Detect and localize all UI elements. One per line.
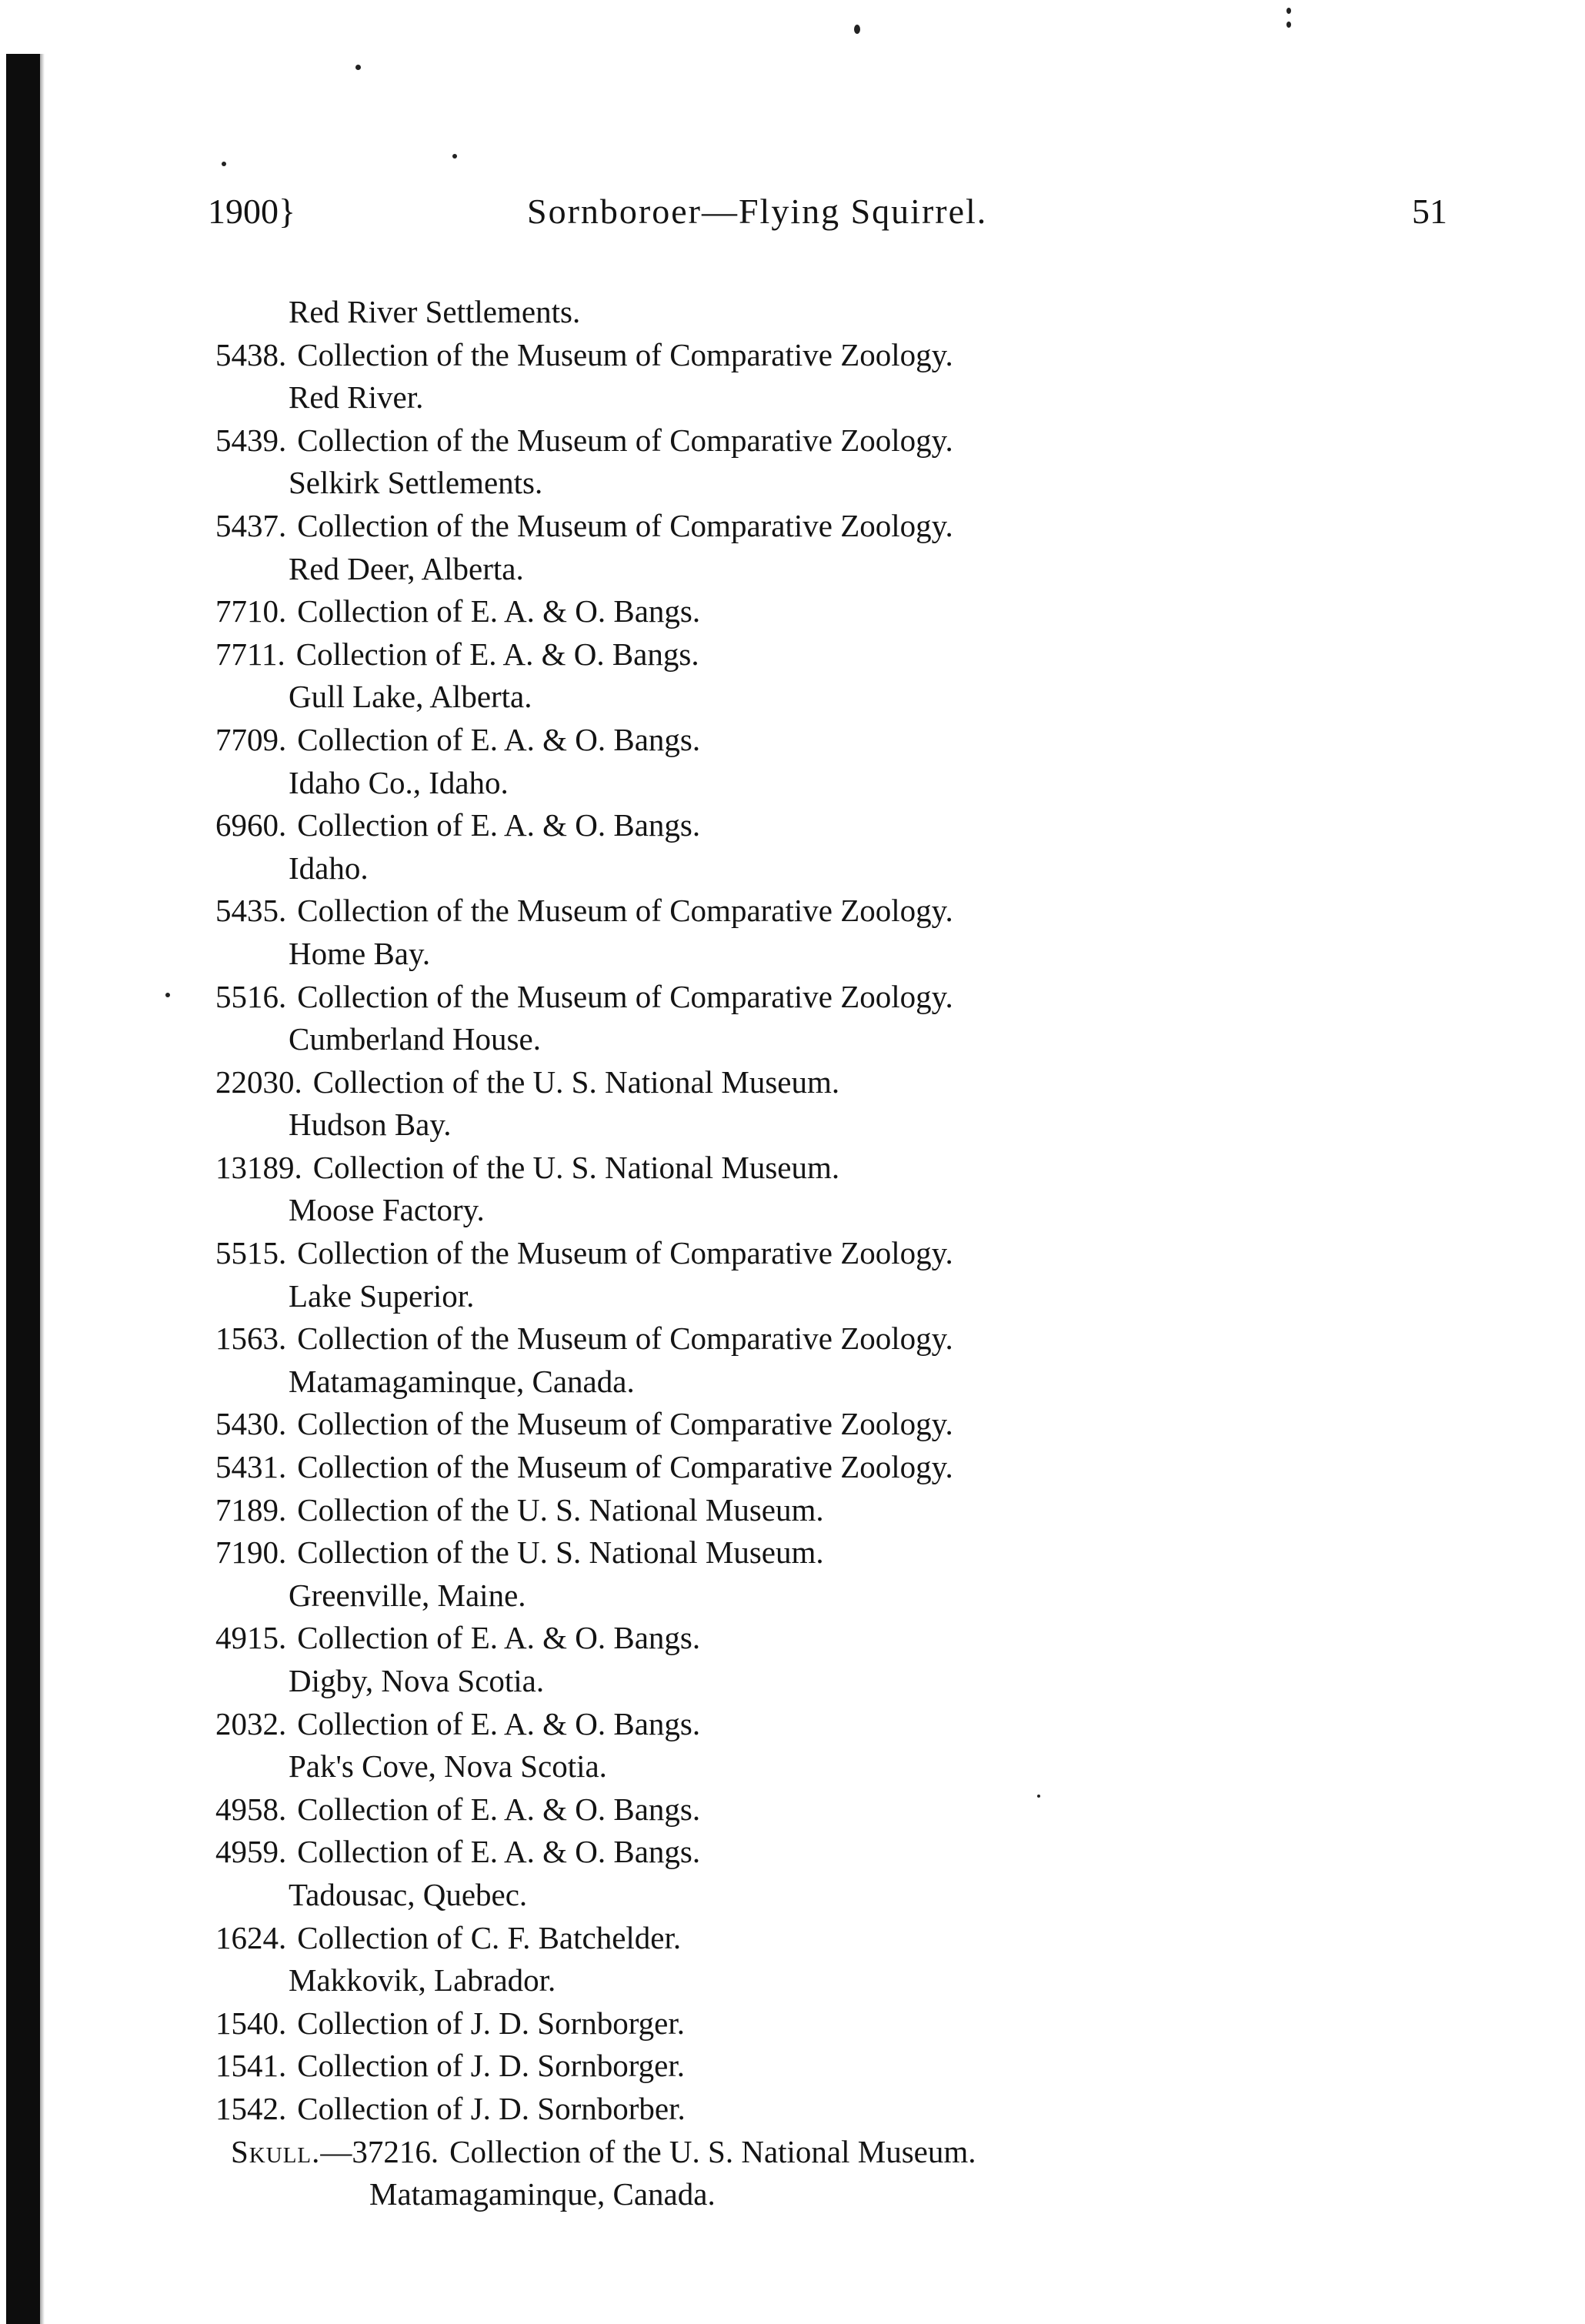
collection-name: Collection of the Museum of Comparative Zoology. xyxy=(297,1406,953,1442)
collection-name: Collection of J. D. Sornborger. xyxy=(297,2048,685,2084)
locality-heading: Idaho. xyxy=(289,850,369,886)
locality-heading: Idaho Co., Idaho. xyxy=(289,764,509,800)
scan-speck xyxy=(1286,22,1291,28)
catalog-number: 4958. xyxy=(215,1791,287,1827)
collection-name: Collection of E. A. & O. Bangs. xyxy=(297,721,701,757)
locality-heading: Tadousac, Quebec. xyxy=(289,1876,528,1912)
catalog-number: 4915. xyxy=(215,1620,287,1656)
specimen-entry xyxy=(215,1232,1477,1275)
locality-heading: Red River Settlements. xyxy=(289,294,581,329)
specimen-entry xyxy=(215,1061,1477,1104)
catalog-number: 4959. xyxy=(215,1834,287,1870)
catalog-number: 1563. xyxy=(215,1321,287,1357)
locality-heading: Digby, Nova Scotia. xyxy=(289,1663,545,1698)
scan-speck xyxy=(1286,8,1291,14)
catalog-number: 22030. xyxy=(215,1063,302,1100)
locality-heading: Makkovik, Labrador. xyxy=(289,1962,556,1998)
catalog-number: 7711. xyxy=(215,636,285,672)
catalog-number: 7710. xyxy=(215,593,287,629)
collection-name: Collection of C. F. Batchelder. xyxy=(297,1919,682,1955)
catalog-number: 1541. xyxy=(215,2048,287,2084)
catalog-number: 7709. xyxy=(215,721,287,757)
collection-name: Collection of the Museum of Comparative Zoology. xyxy=(297,336,953,372)
catalog-number: 5430. xyxy=(215,1406,287,1442)
scan-speck xyxy=(222,162,226,166)
skull-label: Skull. xyxy=(231,2133,321,2169)
locality-heading: Red Deer, Alberta. xyxy=(289,550,524,586)
collection-name: Collection of E. A. & O. Bangs. xyxy=(297,1834,701,1870)
specimen-entry xyxy=(215,2131,1477,2174)
specimen-entry xyxy=(215,2002,1477,2045)
locality-heading: Selkirk Settlements. xyxy=(289,465,543,501)
specimen-entry xyxy=(215,2045,1477,2088)
scan-speck xyxy=(165,993,170,997)
specimen-list xyxy=(215,291,1477,2216)
specimen-entry xyxy=(215,976,1477,1019)
specimen-entry xyxy=(215,2088,1477,2131)
scan-speck xyxy=(854,25,860,34)
collection-name: Collection of the U. S. National Museum. xyxy=(297,1534,824,1571)
specimen-entry xyxy=(215,419,1477,462)
catalog-number: 6960. xyxy=(215,807,287,843)
collection-name: Collection of E. A. & O. Bangs. xyxy=(297,1705,701,1741)
specimen-entry xyxy=(215,1831,1477,1874)
locality-heading: Lake Superior. xyxy=(289,1277,475,1314)
collection-name: Collection of J. D. Sornborger. xyxy=(297,2005,685,2041)
catalog-number: 1624. xyxy=(215,1919,287,1955)
specimen-entry xyxy=(215,1147,1477,1190)
specimen-entry xyxy=(215,590,1477,633)
locality-heading: Home Bay. xyxy=(289,935,431,971)
header-year: 1900} xyxy=(208,192,296,231)
locality-heading: Pak's Cove, Nova Scotia. xyxy=(289,1748,607,1785)
locality-heading: Red River. xyxy=(289,379,424,416)
locality-heading: Moose Factory. xyxy=(289,1192,485,1228)
collection-name: Collection of the Museum of Comparative Zoology. xyxy=(297,1321,953,1357)
collection-name: Collection of the Museum of Comparative Zoology. xyxy=(297,893,953,929)
catalog-number: 5431. xyxy=(215,1449,287,1485)
catalog-number: 7189. xyxy=(215,1491,287,1528)
specimen-entry xyxy=(215,1446,1477,1489)
collection-name: Collection of the U. S. National Museum. xyxy=(312,1149,840,1185)
catalog-number: 5435. xyxy=(215,893,287,929)
specimen-entry xyxy=(215,1703,1477,1746)
specimen-entry xyxy=(215,1531,1477,1574)
specimen-entry xyxy=(215,633,1477,676)
catalog-number: 5438. xyxy=(215,336,287,372)
scan-speck xyxy=(452,154,457,159)
specimen-entry xyxy=(215,1317,1477,1361)
catalog-number: 5439. xyxy=(215,422,287,458)
scan-speck xyxy=(355,65,361,70)
locality-heading: Gull Lake, Alberta. xyxy=(289,679,532,715)
collection-name: Collection of the Museum of Comparative Zoology. xyxy=(297,978,953,1014)
specimen-entry xyxy=(215,804,1477,847)
locality-heading: Matamagaminque, Canada. xyxy=(289,1363,635,1399)
locality-heading: Greenville, Maine. xyxy=(289,1577,526,1613)
locality-heading: Hudson Bay. xyxy=(289,1107,452,1143)
specimen-entry xyxy=(215,719,1477,762)
catalog-number: 5437. xyxy=(215,507,287,543)
specimen-entry xyxy=(215,1917,1477,1960)
catalog-number: 1542. xyxy=(215,2090,287,2126)
running-header xyxy=(208,191,1470,252)
catalog-number: 5516. xyxy=(215,978,287,1014)
collection-name: Collection of the Museum of Comparative Zoology. xyxy=(297,1449,953,1485)
catalog-number: 1540. xyxy=(215,2005,287,2041)
specimen-entry xyxy=(215,1788,1477,1831)
page-number: 51 xyxy=(1412,192,1447,231)
specimen-entry xyxy=(215,1617,1477,1660)
collection-name: Collection of E. A. & O. Bangs. xyxy=(297,807,701,843)
collection-name: Collection of the Museum of Comparative Zoology. xyxy=(297,507,953,543)
catalog-number: 7190. xyxy=(215,1534,287,1571)
specimen-entry xyxy=(215,334,1477,377)
specimen-entry xyxy=(215,890,1477,933)
collection-name: Collection of J. D. Sornborber. xyxy=(297,2090,686,2126)
locality-heading: Cumberland House. xyxy=(289,1021,541,1057)
collection-name: Collection of E. A. & O. Bangs. xyxy=(297,1791,701,1827)
specimen-entry xyxy=(215,1489,1477,1532)
collection-name: Collection of the Museum of Comparative Zoology. xyxy=(297,422,953,458)
header-title: Sornboroer—Flying Squirrel. xyxy=(527,192,988,231)
collection-name: Collection of E. A. & O. Bangs. xyxy=(295,636,699,672)
locality-heading: Matamagaminque, Canada. xyxy=(369,2176,716,2212)
collection-name: Collection of E. A. & O. Bangs. xyxy=(297,1620,701,1656)
catalog-number: —37216. xyxy=(320,2133,439,2169)
collection-name: Collection of the Museum of Comparative Zoology. xyxy=(297,1235,953,1271)
scan-binding-edge xyxy=(6,54,40,2324)
collection-name: Collection of the U. S. National Museum. xyxy=(449,2133,976,2169)
specimen-entry xyxy=(215,505,1477,548)
catalog-number: 13189. xyxy=(215,1149,302,1185)
catalog-number: 5515. xyxy=(215,1235,287,1271)
collection-name: Collection of the U. S. National Museum. xyxy=(312,1063,840,1100)
specimen-entry xyxy=(215,1403,1477,1446)
catalog-number: 2032. xyxy=(215,1705,287,1741)
collection-name: Collection of E. A. & O. Bangs. xyxy=(297,593,701,629)
collection-name: Collection of the U. S. National Museum. xyxy=(297,1491,824,1528)
